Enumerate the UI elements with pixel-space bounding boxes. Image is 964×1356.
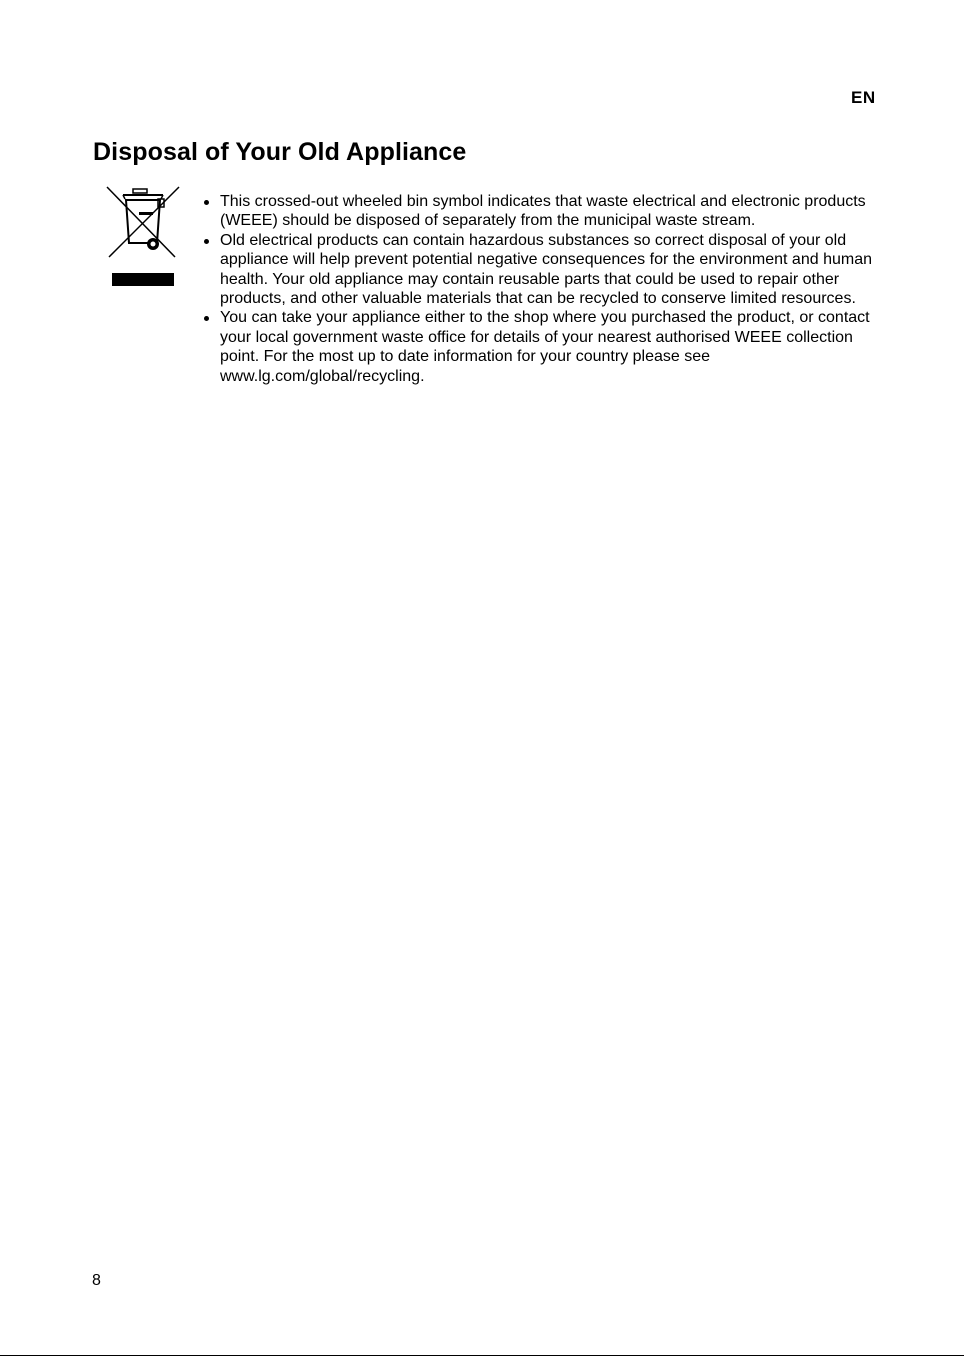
language-code: EN [851,88,876,107]
page-number: 8 [92,1272,101,1289]
list-item: Old electrical products can contain hazardous substances so correct disposal of your old appliance will help prevent potential negative consequences for the environment and human health. Your old appliance may contain reusable parts that could be used to repair other products, and other valuable materials that can be recycled to conserve limited resources. [220,231,890,309]
crossed-out-wheeled-bin-icon [105,185,181,287]
disposal-info-list [220,192,890,386]
page-title: Disposal of Your Old Appliance [93,138,467,166]
list-item: You can take your appliance either to the shop where you purchased the product, or contact your local government waste office for details of your nearest authorised WEEE collection point. For the most up to date information for your country please see www.lg.com/global/recycling. [220,308,890,386]
list-item: This crossed-out wheeled bin symbol indicates that waste electrical and electronic products (WEEE) should be disposed of separately from the municipal waste stream. [220,192,890,231]
